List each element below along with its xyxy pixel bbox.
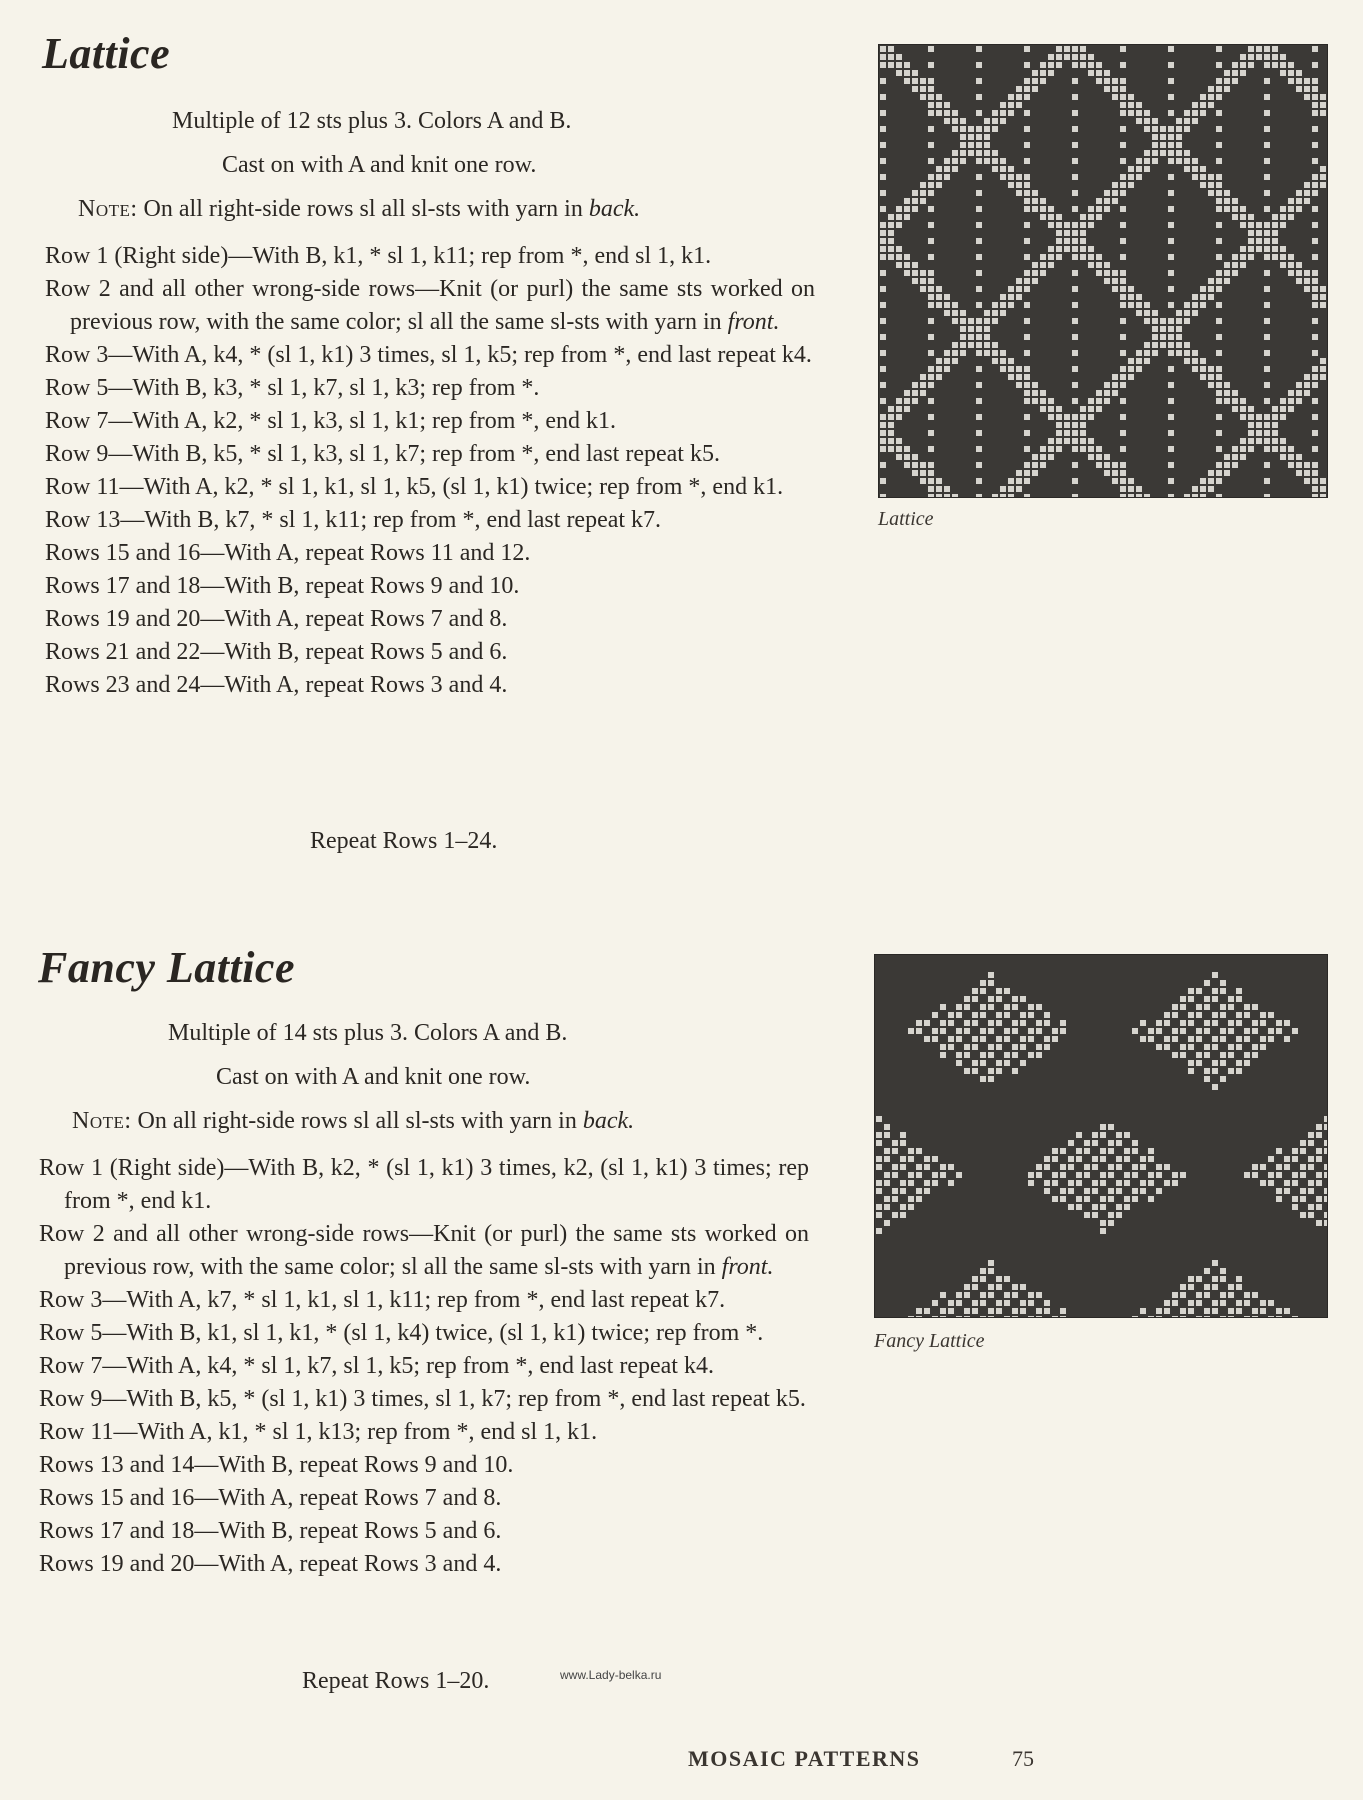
instruction-text: Rows 17 and 18—With B, repeat Rows 5 and 6. (39, 1518, 502, 1544)
instruction-row (39, 1284, 809, 1317)
rows-fancy-lattice (39, 1152, 809, 1581)
instruction-row (45, 339, 815, 372)
title-fancy-lattice: Fancy Lattice (38, 943, 295, 992)
intro-fancy-lattice: Multiple of 14 sts plus 3. Colors A and B. (168, 1020, 568, 1046)
note-label: Note: (72, 1108, 132, 1134)
instruction-row (39, 1317, 809, 1350)
instruction-row (39, 1350, 809, 1383)
instruction-row (45, 570, 815, 603)
instruction-row (39, 1548, 809, 1581)
instruction-row (45, 603, 815, 636)
note-italic: back. (582, 1108, 635, 1134)
instruction-row (45, 240, 815, 273)
cast-on-lattice: Cast on with A and knit one row. (222, 152, 537, 178)
note-text: On all right-side rows sl all sl-sts with yarn in (131, 1108, 583, 1134)
instruction-row (39, 1515, 809, 1548)
footer-url: www.Lady-belka.ru (560, 1668, 662, 1682)
instruction-text: Row 9—With B, k5, * sl 1, k3, sl 1, k7; rep from *, end last repeat k5. (45, 441, 720, 467)
instruction-row (45, 372, 815, 405)
instruction-text: Row 5—With B, k1, sl 1, k1, * (sl 1, k4) twice, (sl 1, k1) twice; rep from *. (39, 1320, 764, 1346)
rows-lattice (45, 240, 815, 702)
swatch-fancy-lattice-pattern (875, 955, 1327, 1317)
footer-section-label: MOSAIC PATTERNS (688, 1746, 921, 1771)
instruction-text: Rows 19 and 20—With A, repeat Rows 7 and 8. (45, 606, 508, 632)
instruction-row (39, 1449, 809, 1482)
instruction-text: Rows 15 and 16—With A, repeat Rows 11 and 12. (45, 540, 531, 566)
instruction-text: Rows 13 and 14—With B, repeat Rows 9 and 10. (39, 1452, 514, 1478)
note-lattice (78, 196, 640, 223)
instruction-text: Row 11—With A, k2, * sl 1, k1, sl 1, k5, (sl 1, k1) twice; rep from *, end k1. (45, 474, 784, 500)
instruction-row (39, 1218, 809, 1284)
instruction-text: Row 9—With B, k5, * (sl 1, k1) 3 times, sl 1, k7; rep from *, end last repeat k5. (39, 1386, 806, 1412)
instruction-text: Row 3—With A, k4, * (sl 1, k1) 3 times, sl 1, k5; rep from *, end last repeat k4. (45, 342, 812, 368)
note-italic: back. (588, 196, 641, 222)
instruction-text: Row 11—With A, k1, * sl 1, k13; rep from *, end sl 1, k1. (39, 1419, 598, 1445)
instruction-text: Rows 23 and 24—With A, repeat Rows 3 and 4. (45, 672, 508, 698)
instruction-row (39, 1152, 809, 1218)
instruction-row (45, 636, 815, 669)
instruction-text: Row 13—With B, k7, * sl 1, k11; rep from *, end last repeat k7. (45, 507, 662, 533)
swatch-fancy-lattice (874, 954, 1328, 1318)
instruction-row (45, 405, 815, 438)
instruction-row (45, 471, 815, 504)
cast-on-fancy-lattice: Cast on with A and knit one row. (216, 1064, 531, 1090)
caption-lattice: Lattice (878, 508, 934, 530)
repeat-fancy-lattice: Repeat Rows 1–20. (302, 1668, 490, 1694)
instruction-row (45, 504, 815, 537)
instruction-row (45, 438, 815, 471)
instruction-text: Rows 17 and 18—With B, repeat Rows 9 and 10. (45, 573, 520, 599)
instruction-row (45, 537, 815, 570)
instruction-italic: front. (727, 309, 780, 335)
swatch-lattice-pattern (879, 45, 1327, 497)
instruction-row (39, 1482, 809, 1515)
page-number: 75 (1012, 1746, 1034, 1771)
instruction-text: Row 7—With A, k2, * sl 1, k3, sl 1, k1; rep from *, end k1. (45, 408, 617, 434)
instruction-row (39, 1383, 809, 1416)
instruction-row (39, 1416, 809, 1449)
repeat-lattice: Repeat Rows 1–24. (310, 828, 498, 854)
instruction-text: Rows 15 and 16—With A, repeat Rows 7 and 8. (39, 1485, 502, 1511)
instruction-text: Row 7—With A, k4, * sl 1, k7, sl 1, k5; rep from *, end last repeat k4. (39, 1353, 714, 1379)
instruction-italic: front. (721, 1254, 774, 1280)
instruction-text: Row 1 (Right side)—With B, k2, * (sl 1, k1) 3 times, k2, (sl 1, k1) 3 times; rep from *, end k1. (39, 1155, 809, 1214)
intro-lattice: Multiple of 12 sts plus 3. Colors A and B. (172, 108, 572, 134)
instruction-text: Row 5—With B, k3, * sl 1, k7, sl 1, k3; rep from *. (45, 375, 540, 401)
instruction-text: Row 1 (Right side)—With B, k1, * sl 1, k11; rep from *, end sl 1, k1. (45, 243, 712, 269)
note-fancy-lattice (72, 1108, 634, 1135)
instruction-text: Row 2 and all other wrong-side rows—Knit (or purl) the same sts worked on previous row, with the same color; sl all the same sl-sts with yarn in (39, 1221, 809, 1280)
instruction-row (45, 669, 815, 702)
title-lattice: Lattice (42, 29, 171, 78)
instruction-text: Row 3—With A, k7, * sl 1, k1, sl 1, k11; rep from *, end last repeat k7. (39, 1287, 726, 1313)
swatch-lattice (878, 44, 1328, 498)
instruction-row (45, 273, 815, 339)
instruction-text: Rows 21 and 22—With B, repeat Rows 5 and 6. (45, 639, 508, 665)
note-text: On all right-side rows sl all sl-sts with yarn in (137, 196, 589, 222)
caption-fancy-lattice: Fancy Lattice (874, 1330, 985, 1352)
instruction-text: Row 2 and all other wrong-side rows—Knit (or purl) the same sts worked on previous row, with the same color; sl all the same sl-sts with yarn in (45, 276, 815, 335)
instruction-text: Rows 19 and 20—With A, repeat Rows 3 and 4. (39, 1551, 502, 1577)
note-label: Note: (78, 196, 138, 222)
